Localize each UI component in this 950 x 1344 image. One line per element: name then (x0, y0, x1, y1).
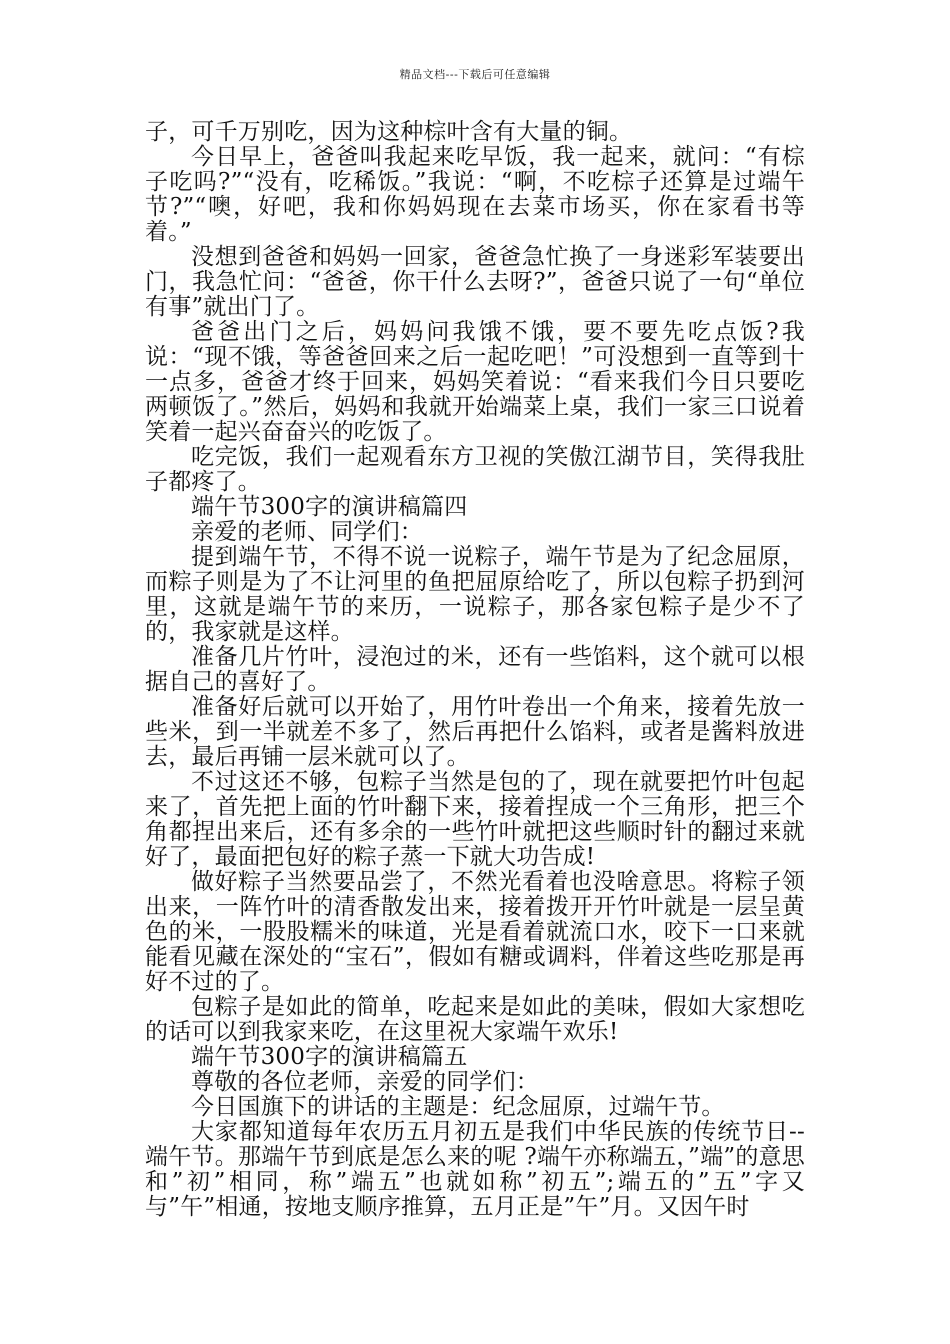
paragraph: 吃完饭，我们一起观看东方卫视的笑傲江湖节目，笑得我肚子都疼了。 (145, 444, 805, 495)
paragraph: 没想到爸爸和妈妈一回家，爸爸急忙换了一身迷彩军装要出门，我急忙问：“爸爸，你干什么去呀?”，爸爸只说了一句“单位有事”就出门了。 (145, 244, 805, 320)
page-header: 精品文档---下载后可任意编辑 (399, 68, 551, 81)
section-heading: 端午节300字的演讲稿篇四 (191, 494, 468, 520)
section-heading: 端午节300字的演讲稿篇五 (191, 1044, 468, 1070)
paragraph: 包粽子是如此的简单，吃起来是如此的美味，假如大家想吃的话可以到我家来吃，在这里祝大家端午欢乐! (145, 994, 805, 1045)
paragraph: 子，可千万别吃，因为这种棕叶含有大量的铜。 (145, 119, 633, 145)
paragraph: 做好粽子当然要品尝了，不然光看着也没啥意思。将粽子领出来，一阵竹叶的清香散发出来，接着拨开开竹叶就是一层呈黄色的米，一股股糯米的味道，光是看着就流口水，咬下一口来就能看见藏在深处的“宝石”，假如有糖或调料，伴着这些吃那是再好不过的了。 (145, 869, 805, 995)
document-body (145, 120, 805, 1220)
paragraph: 大家都知道每年农历五月初五是我们中华民族的传统节日--端午节。那端午节到底是怎么来的呢 ?端午亦称端五，”端”的意思和”初”相同，称”端五”也就如称”初五”;端五的”五”字又与”午”相通，按地支顺序推算，五月正是”午”月。又因午时 (145, 1119, 805, 1220)
salutation: 亲爱的老师、同学们： (191, 519, 423, 545)
paragraph: 不过这还不够，包粽子当然是包的了，现在就要把竹叶包起来了，首先把上面的竹叶翻下来，接着捏成一个三角形，把三个角都捏出来后，还有多余的一些竹叶就把这些顺时针的翻过来就好了，最面把包好的粽子蒸一下就大功告成! (145, 769, 805, 870)
paragraph: 准备好后就可以开始了，用竹叶卷出一个角来，接着先放一些米，到一半就差不多了，然后再把什么馅料，或者是酱料放进去，最后再铺一层米就可以了。 (145, 694, 805, 770)
paragraph: 准备几片竹叶，浸泡过的米，还有一些馅料，这个就可以根据自己的喜好了。 (145, 644, 805, 695)
paragraph: 今日国旗下的讲话的主题是：纪念屈原，过端午节。 (191, 1094, 725, 1120)
paragraph: 今日早上，爸爸叫我起来吃早饭，我一起来，就问：“有棕子吃吗?”“没有，吃稀饭。”我说：“啊，不吃棕子还算是过端午节?”“噢，好吧，我和你妈妈现在去菜市场买，你在家看书等着。” (145, 144, 805, 245)
paragraph: 提到端午节，不得不说一说粽子，端午节是为了纪念屈原，而粽子则是为了不让河里的鱼把屈原给吃了，所以包粽子扔到河里，这就是端午节的来历，一说粽子，那各家包粽子是少不了的，我家就是这样。 (145, 544, 805, 645)
paragraph: 爸爸出门之后，妈妈问我饿不饿，要不要先吃点饭?我说：“现不饿，等爸爸回来之后一起吃吧！”可没想到一直等到十一点多，爸爸才终于回来，妈妈笑着说：“看来我们今日只要吃两顿饭了。”然后，妈妈和我就开始端菜上桌，我们一家三口说着笑着一起兴奋奋兴的吃饭了。 (145, 319, 805, 445)
salutation: 尊敬的各位老师，亲爱的同学们： (191, 1069, 539, 1095)
